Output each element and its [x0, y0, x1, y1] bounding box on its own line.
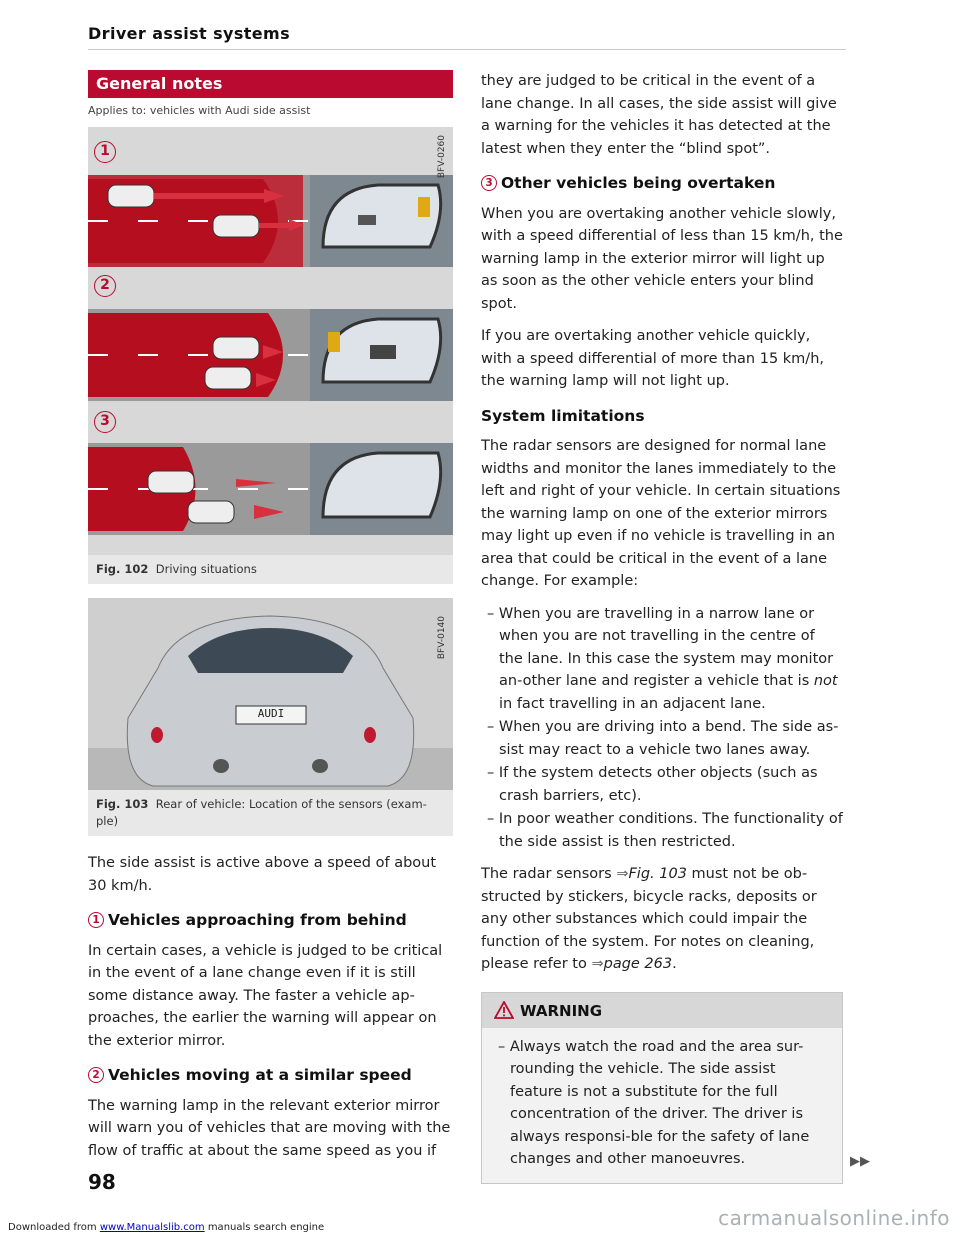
figure-102-caption — [88, 555, 453, 584]
warning-icon — [494, 1001, 514, 1019]
list-item: – If the system detects other objects (such as crash barriers, etc). — [487, 765, 818, 804]
footer-prefix: Downloaded from — [8, 1222, 100, 1233]
system-limitations-heading: System limitations — [481, 406, 645, 425]
page-263-link-text: page 263 — [603, 956, 673, 972]
figure-103 — [88, 598, 453, 790]
warning-list — [482, 1028, 842, 1183]
fig-103-link-text: Fig. 103 — [628, 866, 687, 882]
fig-103-link[interactable] — [616, 866, 687, 882]
page-header — [88, 24, 846, 50]
page-263-link[interactable] — [591, 956, 672, 972]
scenario-1 — [88, 175, 453, 267]
page-header-title: Driver assist systems — [88, 24, 291, 43]
figure-102 — [88, 127, 453, 555]
figure-103-caption — [88, 790, 453, 836]
footer-suffix: manuals search engine — [204, 1222, 325, 1233]
sensor-text: The radar sensors — [481, 866, 617, 882]
subheading-2-title: Vehicles moving at a similar speed — [108, 1066, 412, 1084]
number-marker: 3 — [481, 175, 497, 191]
intro-paragraph: The side assist is active above a speed of about 30 km/h. — [88, 855, 437, 894]
sensor-paragraph — [481, 863, 843, 976]
list-item — [481, 603, 843, 716]
license-plate: AUDI — [257, 707, 285, 720]
left-body — [88, 852, 453, 1162]
limitations-list — [481, 603, 843, 854]
marker-3: 3 — [94, 411, 116, 433]
subheading-1 — [88, 909, 453, 932]
continue-arrow-icon: ▶▶ — [850, 1154, 870, 1169]
marker-2: 2 — [94, 275, 116, 297]
list-item: – In poor weather conditions. The functionality of the side assist is then restricted. — [487, 811, 843, 850]
watermark: carmanualsonline.info — [718, 1206, 950, 1230]
arrow-icon: ⇒ — [616, 866, 629, 882]
section-2-continued: they are judged to be critical in the event of a lane change. In all cases, the side assist will give a warning for the vehicles it has detected at the latest when they enter the “blind spot”. — [481, 73, 837, 157]
figure-102-label: Fig. 102 — [96, 562, 149, 576]
section-3-paragraph-1: When you are overtaking another vehicle slowly, with a speed differential of less than 15 km/h, the warning lamp in the exterior mirror will light up as soon as the other vehicle enters your blind spot. — [481, 205, 843, 312]
right-body — [481, 70, 843, 976]
applies-to-note: Applies to: vehicles with Audi side assist — [88, 104, 311, 117]
list-item-text: – When you are travelling in a narrow lane or when you are not travelling in the centre of the lane. In this case the system may monitor an-other lane and register a vehicle that is — [487, 605, 834, 689]
subheading-3-title: Other vehicles being overtaken — [501, 174, 776, 192]
subheading-1-title: Vehicles approaching from behind — [108, 911, 407, 929]
emphasis: not — [813, 673, 838, 689]
number-marker: 1 — [88, 912, 104, 928]
footer-link[interactable]: www.Manualslib.com — [99, 1222, 205, 1233]
warning-box — [481, 992, 843, 1184]
section-2-paragraph: The warning lamp in the relevant exterior mirror will warn you of vehicles that are moving with the flow of traffic at about the same speed as you if — [88, 1097, 451, 1159]
warning-title — [482, 993, 842, 1028]
subheading-3 — [481, 172, 843, 195]
list-item: – When you are driving into a bend. The side as-sist may react to a vehicle two lanes away. — [487, 719, 839, 758]
arrow-icon: ⇒ — [591, 956, 604, 972]
footer — [8, 1222, 324, 1233]
scenario-2 — [88, 309, 453, 401]
driving-situations-illustration — [88, 127, 453, 555]
left-column — [88, 70, 453, 1172]
sensor-text: . — [672, 956, 677, 972]
figure-id-code: BFV-0140 — [437, 616, 447, 660]
figure-id-code: BFV-0260 — [437, 135, 447, 179]
right-column — [481, 70, 843, 1184]
warning-title-text: WARNING — [520, 1001, 603, 1020]
marker-1: 1 — [94, 141, 116, 163]
sensor-text: must not be ob-structed by stickers, bicycle racks, deposits or any other substances which could impair the function of the system. For notes on cleaning, please refer to — [481, 866, 817, 972]
figure-103-label: Fig. 103 — [96, 797, 149, 811]
subheading-2 — [88, 1064, 453, 1087]
scenario-3 — [88, 443, 453, 535]
section-1-paragraph: In certain cases, a vehicle is judged to be critical in the event of a lane change even if it is still some distance away. The faster a vehicle ap-proaches, the earlier the warning will appear on the exterior mirror. — [88, 942, 443, 1049]
limitations-intro: The radar sensors are designed for normal lane widths and monitor the lanes immediately to the left and right of your vehicle. In certain situations the warning lamp on one of the exterior mirrors may light up even if no vehicle is travelling in an area that could be critical in the event of a lane change. For example: — [481, 438, 841, 589]
section-3-paragraph-2: If you are overtaking another vehicle quickly, with a speed differential of more than 15 km/h, the warning lamp will not light up. — [481, 328, 824, 389]
page-number: 98 — [88, 1170, 116, 1194]
figure-103-caption-text: Rear of vehicle: Location of the sensors (exam-ple) — [96, 797, 427, 828]
section-title: General notes — [88, 70, 453, 98]
list-item-text: in fact travelling in an adjacent lane. — [499, 695, 766, 712]
number-marker: 2 — [88, 1067, 104, 1083]
warning-item: – Always watch the road and the area sur-rounding the vehicle. The side assist feature is not a substitute for the full concentration of the driver. The driver is always responsi-ble for the safety of lane changes and other manoeuvres. — [498, 1038, 810, 1167]
rear-vehicle-illustration — [88, 598, 453, 790]
figure-102-caption-text: Driving situations — [155, 562, 257, 576]
